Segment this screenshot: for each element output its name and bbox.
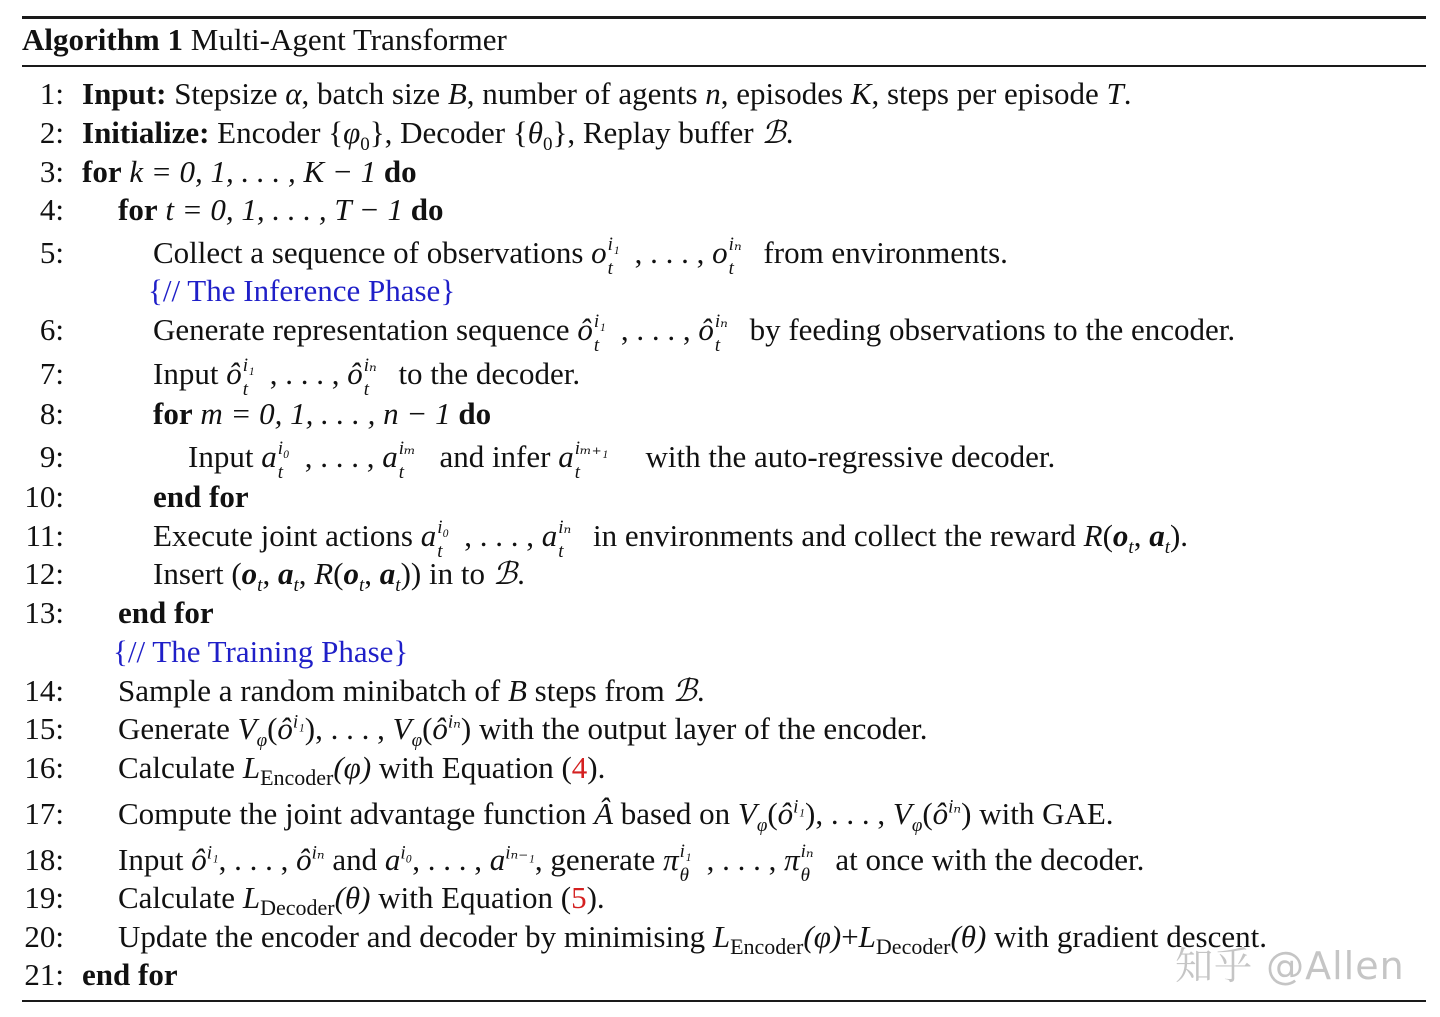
text: and infer bbox=[439, 439, 551, 474]
keyword-end-for: end for bbox=[82, 957, 178, 992]
subscript: θ bbox=[800, 864, 810, 886]
text: . bbox=[696, 673, 705, 708]
subscript: t bbox=[398, 461, 404, 483]
math-a: a bbox=[420, 518, 437, 553]
math-o-hat: ô bbox=[777, 796, 794, 831]
text: in to bbox=[428, 556, 485, 591]
text: steps from bbox=[534, 673, 665, 708]
math-a: a bbox=[384, 842, 401, 877]
subscript: t bbox=[574, 461, 580, 483]
subscript: Decoder bbox=[260, 895, 335, 921]
math-K: K bbox=[850, 76, 872, 111]
math-o-hat: ô bbox=[577, 312, 593, 347]
text: , . . . , bbox=[304, 439, 375, 474]
math-a: a bbox=[489, 842, 506, 877]
text: Input bbox=[118, 842, 184, 877]
math-buffer: ℬ bbox=[672, 673, 697, 708]
math-o-hat: ô bbox=[347, 356, 363, 391]
math-o-hat: ô bbox=[226, 356, 242, 391]
text: , batch size bbox=[301, 76, 441, 111]
text: by feeding observations to the encoder. bbox=[749, 312, 1236, 347]
superscript: iₙ₋₁ bbox=[505, 842, 535, 864]
math-phi: φ bbox=[343, 115, 361, 150]
line-number: 4: bbox=[39, 192, 64, 227]
math-o-hat: ô bbox=[698, 312, 714, 347]
text: Collect a sequence of observations bbox=[153, 235, 584, 270]
math-B: B bbox=[507, 673, 527, 708]
math-a: a bbox=[382, 439, 398, 474]
subscript: φ bbox=[256, 730, 268, 752]
subscript: 0 bbox=[542, 134, 553, 156]
superscript: i₁ bbox=[242, 354, 255, 376]
superscript: iₙ bbox=[728, 233, 742, 255]
text: to the decoder. bbox=[398, 356, 581, 391]
superscript: i₁ bbox=[679, 840, 692, 862]
text: , . . . , bbox=[464, 518, 534, 553]
line-number: 10: bbox=[24, 479, 64, 514]
text: Input bbox=[188, 439, 254, 474]
math-V: V bbox=[737, 796, 757, 831]
keyword-for: for bbox=[82, 154, 122, 189]
subscript: φ bbox=[411, 730, 423, 752]
text: Generate bbox=[118, 711, 230, 746]
text: Input bbox=[153, 356, 219, 391]
text: from environments. bbox=[763, 235, 1008, 270]
algorithm-title: Multi-Agent Transformer bbox=[190, 22, 507, 57]
algorithm-label: Algorithm 1 bbox=[22, 22, 184, 57]
text: . bbox=[785, 115, 794, 150]
math-range: t = 0, 1, . . . , T − 1 bbox=[165, 192, 403, 227]
equation-ref-link[interactable]: 4 bbox=[571, 750, 588, 785]
subscript: t bbox=[607, 257, 613, 279]
line-number: 1: bbox=[39, 76, 64, 111]
text: with gradient descent. bbox=[994, 919, 1267, 954]
text: ). bbox=[1169, 518, 1189, 553]
math-arg: (φ) bbox=[333, 750, 372, 785]
math-buffer: ℬ bbox=[761, 115, 786, 150]
text: Stepsize bbox=[174, 76, 278, 111]
text: , . . . , bbox=[412, 842, 482, 877]
math-range: m = 0, 1, . . . , n − 1 bbox=[200, 396, 451, 431]
math-pi: π bbox=[784, 842, 800, 877]
bottom-rule bbox=[22, 1000, 1426, 1002]
math-a: a bbox=[558, 439, 574, 474]
keyword-do: do bbox=[383, 154, 417, 189]
subscript: t bbox=[293, 575, 299, 597]
line-number: 12: bbox=[24, 556, 64, 591]
math-o-bold: o bbox=[241, 556, 258, 591]
top-rule bbox=[22, 16, 1426, 19]
text: Update the encoder and decoder by minimising bbox=[118, 919, 706, 954]
math-L: L bbox=[242, 880, 261, 915]
math-arg: (θ) bbox=[950, 919, 987, 954]
text: Generate representation sequence bbox=[153, 312, 570, 347]
line-number: 20: bbox=[24, 919, 64, 954]
superscript: iₙ bbox=[558, 516, 572, 538]
subscript: Decoder bbox=[875, 934, 951, 960]
math-plus: + bbox=[841, 919, 859, 954]
comment-text: {// The Inference Phase} bbox=[148, 273, 456, 308]
text: , . . . , bbox=[815, 796, 886, 831]
math-A-hat: Â bbox=[594, 796, 614, 831]
math-R: R bbox=[1083, 518, 1103, 553]
subscript: t bbox=[593, 334, 600, 356]
math-L: L bbox=[858, 919, 876, 954]
line-number: 15: bbox=[24, 711, 64, 746]
subscript: t bbox=[257, 575, 263, 597]
superscript: i₁ bbox=[593, 310, 606, 332]
line-number: 8: bbox=[39, 396, 64, 431]
subscript: t bbox=[714, 334, 721, 356]
subscript: φ bbox=[756, 815, 768, 837]
text: in environments and collect the reward bbox=[592, 518, 1076, 553]
text: Execute joint actions bbox=[153, 518, 413, 553]
math-B: B bbox=[447, 76, 467, 111]
math-o-hat: ô bbox=[277, 711, 293, 746]
text: Calculate bbox=[118, 750, 236, 785]
text: , episodes bbox=[720, 76, 844, 111]
line-number: 7: bbox=[39, 356, 64, 391]
text: ). bbox=[586, 880, 605, 915]
text: Insert bbox=[153, 556, 224, 591]
superscript: iₘ₊₁ bbox=[574, 437, 609, 459]
math-a-bold: a bbox=[1149, 518, 1165, 553]
text: with Equation ( bbox=[378, 880, 572, 915]
text: . bbox=[517, 556, 525, 591]
superscript: i₁ bbox=[607, 233, 620, 255]
subscript: t bbox=[1128, 537, 1134, 559]
math-V: V bbox=[892, 796, 912, 831]
keyword-end-for: end for bbox=[118, 595, 214, 630]
math-n: n bbox=[705, 76, 721, 111]
text: , steps per episode bbox=[871, 76, 1099, 111]
line-number: 5: bbox=[39, 235, 64, 270]
text: , . . . , bbox=[315, 711, 385, 746]
text: }, Decoder { bbox=[369, 115, 528, 150]
math-V: V bbox=[392, 711, 412, 746]
math-o: o bbox=[591, 235, 607, 270]
math-T: T bbox=[1106, 76, 1124, 111]
keyword-for: for bbox=[153, 396, 193, 431]
subscript: t bbox=[437, 540, 443, 562]
algorithm-caption bbox=[22, 20, 507, 60]
math-o: o bbox=[712, 235, 728, 270]
superscript: i₁ bbox=[292, 711, 305, 733]
line-number: 19: bbox=[24, 880, 64, 915]
line-number: 17: bbox=[24, 796, 64, 831]
superscript: iₙ bbox=[447, 711, 461, 733]
subscript: t bbox=[728, 257, 734, 279]
math-range: k = 0, 1, . . . , K − 1 bbox=[129, 154, 377, 189]
subscript: φ bbox=[911, 815, 923, 837]
text: with Equation ( bbox=[378, 750, 572, 785]
keyword-initialize: Initialize: bbox=[82, 115, 210, 150]
math-a-bold: a bbox=[277, 556, 294, 591]
equation-ref-link[interactable]: 5 bbox=[571, 880, 587, 915]
math-o-bold: o bbox=[1112, 518, 1129, 553]
subscript: 0 bbox=[360, 134, 370, 156]
text: with GAE. bbox=[979, 796, 1114, 831]
text: and bbox=[332, 842, 378, 877]
math-L: L bbox=[712, 919, 731, 954]
line-number: 2: bbox=[39, 115, 64, 150]
math-o-hat: ô bbox=[432, 711, 448, 746]
subscript: t bbox=[277, 461, 283, 483]
text: . bbox=[1123, 76, 1132, 111]
text: Compute the joint advantage function bbox=[118, 796, 587, 831]
math-arg: (θ) bbox=[334, 880, 371, 915]
text: Encoder { bbox=[217, 115, 344, 150]
superscript: i₀ bbox=[400, 842, 413, 864]
line-number: 9: bbox=[39, 439, 64, 474]
text: with the auto-regressive decoder. bbox=[645, 439, 1056, 474]
math-o-hat: ô bbox=[191, 842, 207, 877]
superscript: iₙ bbox=[714, 310, 728, 332]
caption-rule bbox=[22, 65, 1426, 67]
line-number: 3: bbox=[39, 154, 64, 189]
math-a-bold: a bbox=[379, 556, 396, 591]
math-o-hat: ô bbox=[296, 842, 312, 877]
superscript: iₙ bbox=[800, 840, 814, 862]
superscript: iₙ bbox=[948, 796, 962, 818]
keyword-do: do bbox=[458, 396, 492, 431]
text: }, Replay buffer bbox=[552, 115, 754, 150]
subscript: θ bbox=[679, 864, 689, 886]
subscript: t bbox=[242, 378, 248, 400]
math-pi: π bbox=[663, 842, 679, 877]
keyword-input: Input: bbox=[82, 76, 167, 111]
superscript: iₘ bbox=[398, 437, 416, 459]
text: Calculate bbox=[118, 880, 236, 915]
subscript: Encoder bbox=[730, 934, 804, 960]
text: , . . . , bbox=[706, 842, 777, 877]
keyword-for: for bbox=[118, 192, 158, 227]
superscript: i₀ bbox=[437, 516, 450, 538]
line-number: 6: bbox=[39, 312, 64, 347]
text: , generate bbox=[534, 842, 656, 877]
math-arg: (φ) bbox=[803, 919, 842, 954]
text: at once with the decoder. bbox=[835, 842, 1145, 877]
subscript: t bbox=[558, 540, 564, 562]
math-V: V bbox=[237, 711, 257, 746]
text: with the output layer of the encoder. bbox=[478, 711, 928, 746]
math-o-hat: ô bbox=[932, 796, 949, 831]
math-theta: θ bbox=[527, 115, 543, 150]
superscript: i₁ bbox=[793, 796, 806, 818]
math-o-bold: o bbox=[343, 556, 359, 591]
text: , . . . , bbox=[634, 235, 705, 270]
text: Sample a random minibatch of bbox=[118, 673, 501, 708]
text: based on bbox=[620, 796, 731, 831]
text: ). bbox=[587, 750, 606, 785]
math-buffer: ℬ bbox=[492, 556, 518, 591]
math-L: L bbox=[242, 750, 261, 785]
line-number: 18: bbox=[24, 842, 64, 877]
math-alpha: α bbox=[285, 76, 302, 111]
subscript: t bbox=[363, 378, 369, 400]
line-number: 16: bbox=[24, 750, 64, 785]
text: , . . . , bbox=[269, 356, 340, 391]
keyword-end-for: end for bbox=[153, 479, 249, 514]
comment-text: {// The Training Phase} bbox=[113, 634, 409, 669]
superscript: i₀ bbox=[277, 437, 290, 459]
subscript: Encoder bbox=[260, 765, 334, 791]
text: , . . . , bbox=[620, 312, 691, 347]
line-number: 21: bbox=[24, 957, 64, 992]
text: , number of agents bbox=[466, 76, 698, 111]
line-number: 13: bbox=[24, 595, 64, 630]
superscript: iₙ bbox=[311, 842, 325, 864]
math-a: a bbox=[541, 518, 558, 553]
superscript: i₁ bbox=[206, 842, 219, 864]
subscript: t bbox=[359, 575, 365, 597]
subscript: t bbox=[395, 575, 401, 597]
line-number: 11: bbox=[25, 518, 64, 553]
text: , . . . , bbox=[218, 842, 289, 877]
line-number: 14: bbox=[24, 673, 64, 708]
keyword-do: do bbox=[410, 192, 444, 227]
math-R: R bbox=[314, 556, 334, 591]
math-a: a bbox=[261, 439, 277, 474]
subscript: t bbox=[1164, 537, 1170, 559]
superscript: iₙ bbox=[363, 354, 377, 376]
watermark: 知乎 @Allen bbox=[1175, 944, 1405, 988]
